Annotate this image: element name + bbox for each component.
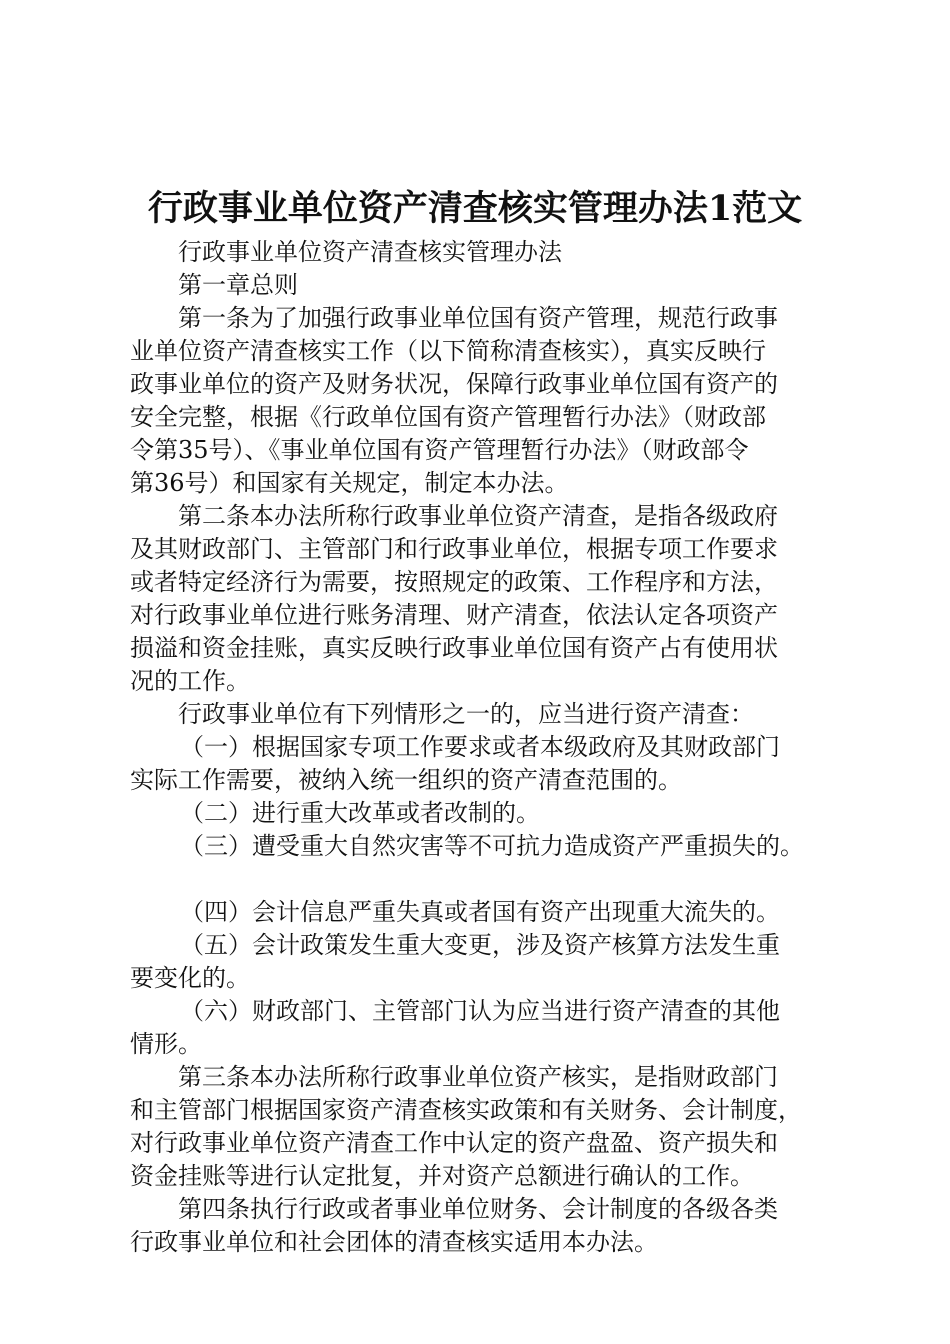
situation-item-5: （五）会计政策发生重大变更，涉及资产核算方法发生重 [180,931,780,959]
article-2-line: 或者特定经济行为需要，按照规定的政策、工作程序和方法， [130,568,778,596]
situation-item-1: （一）根据国家专项工作要求或者本级政府及其财政部门 [180,733,780,761]
chapter-heading: 第一章总则 [178,271,298,299]
situation-item-6-cont: 情形。 [130,1030,202,1058]
situation-item-1-cont: 实际工作需要，被纳入统一组织的资产清查范围的。 [130,766,682,794]
situation-item-4: （四）会计信息严重失真或者国有资产出现重大流失的。 [180,898,780,926]
situation-item-6: （六）财政部门、主管部门认为应当进行资产清查的其他 [180,997,780,1025]
article-1-line: 第36号）和国家有关规定，制定本办法。 [130,469,569,497]
situation-item-2: （二）进行重大改革或者改制的。 [180,799,540,827]
article-3-line: 和主管部门根据国家资产清查核实政策和有关财务、会计制度， [130,1096,802,1124]
article-1-line: 第一条为了加强行政事业单位国有资产管理，规范行政事 [178,304,778,332]
article-3-line: 资金挂账等进行认定批复，并对资产总额进行确认的工作。 [130,1162,754,1190]
article-1-line: 安全完整，根据《行政单位国有资产管理暂行办法》（财政部 [130,403,766,431]
situation-item-3: （三）遭受重大自然灾害等不可抗力造成资产严重损失的。 [180,832,804,860]
document-body [130,236,850,1259]
article-2-line: 及其财政部门、主管部门和行政事业单位，根据专项工作要求 [130,535,778,563]
article-3-line: 对行政事业单位资产清查工作中认定的资产盘盈、资产损失和 [130,1129,778,1157]
article-3-line: 第三条本办法所称行政事业单位资产核实，是指财政部门 [178,1063,778,1091]
article-4-line: 行政事业单位和社会团体的清查核实适用本办法。 [130,1228,658,1256]
blank-line [130,863,850,896]
article-4-line: 第四条执行行政或者事业单位财务、会计制度的各级各类 [178,1195,778,1223]
article-2-line: 对行政事业单位进行账务清理、财产清查，依法认定各项资产 [130,601,778,629]
article-1-line: 政事业单位的资产及财务状况，保障行政事业单位国有资产的 [130,370,778,398]
situation-item-5-cont: 要变化的。 [130,964,250,992]
document-subtitle: 行政事业单位资产清查核实管理办法 [178,238,562,266]
article-2-line: 况的工作。 [130,667,250,695]
article-1-line: 令第35号）、《事业单位国有资产管理暂行办法》（财政部令 [130,436,749,464]
article-2-line: 损溢和资金挂账，真实反映行政事业单位国有资产占有使用状 [130,634,778,662]
situations-intro: 行政事业单位有下列情形之一的，应当进行资产清查： [178,700,754,728]
article-2-line: 第二条本办法所称行政事业单位资产清查，是指各级政府 [178,502,778,530]
document-title: 行政事业单位资产清查核实管理办法1范文 [147,188,803,229]
article-1-line: 业单位资产清查核实工作（以下简称清查核实），真实反映行 [130,337,766,365]
